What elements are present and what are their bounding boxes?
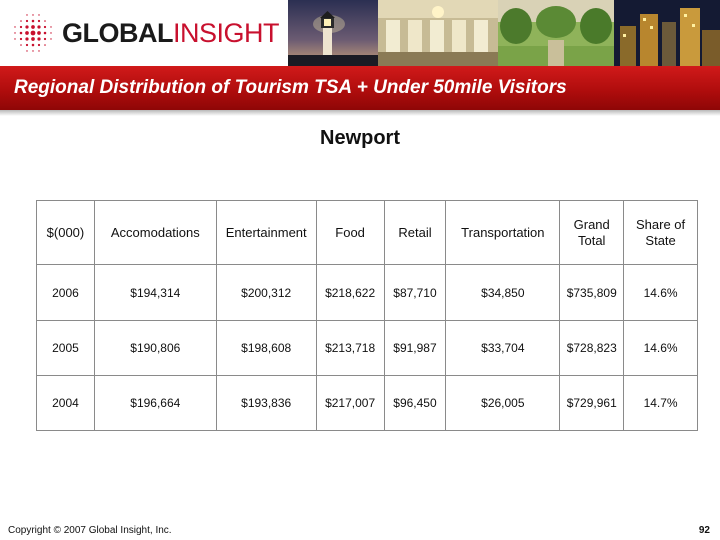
title-bar bbox=[0, 66, 720, 110]
table-row bbox=[37, 376, 698, 431]
table-cell: $213,718 bbox=[316, 321, 384, 376]
table-cell: $194,314 bbox=[94, 265, 216, 321]
lighthouse-photo bbox=[288, 0, 378, 66]
table-cell: $91,987 bbox=[384, 321, 446, 376]
region-subtitle: Newport bbox=[320, 127, 400, 149]
city-night-photo bbox=[614, 0, 720, 66]
table-cell: 14.6% bbox=[624, 265, 698, 321]
table-cell: $728,823 bbox=[560, 321, 624, 376]
copyright-notice: Copyright © 2007 Global Insight, Inc. bbox=[8, 525, 172, 536]
table-cell: $735,809 bbox=[560, 265, 624, 321]
header-cell: Food bbox=[316, 201, 384, 265]
photo-strip bbox=[288, 0, 720, 66]
header-cell: Entertainment bbox=[216, 201, 316, 265]
table-cell: $34,850 bbox=[446, 265, 560, 321]
table-cell: $200,312 bbox=[216, 265, 316, 321]
logo bbox=[62, 18, 279, 48]
logo-insight: INSIGHT bbox=[173, 18, 280, 48]
ballroom-photo bbox=[378, 0, 498, 66]
table-cell: $96,450 bbox=[384, 376, 446, 431]
table-cell: $87,710 bbox=[384, 265, 446, 321]
table-cell: $729,961 bbox=[560, 376, 624, 431]
table-cell: 2005 bbox=[37, 321, 95, 376]
table-cell: 2004 bbox=[37, 376, 95, 431]
table-cell: 14.6% bbox=[624, 321, 698, 376]
garden-photo bbox=[498, 0, 614, 66]
tourism-table bbox=[36, 200, 698, 431]
table-cell: $218,622 bbox=[316, 265, 384, 321]
header-cell: $(000) bbox=[37, 201, 95, 265]
header-cell: Retail bbox=[384, 201, 446, 265]
table-cell: $196,664 bbox=[94, 376, 216, 431]
table-header-row bbox=[37, 201, 698, 265]
header-cell: Share of State bbox=[624, 201, 698, 265]
table-cell: $26,005 bbox=[446, 376, 560, 431]
table-cell: $33,704 bbox=[446, 321, 560, 376]
slide-title: Regional Distribution of Tourism TSA + Under 50mile Visitors bbox=[14, 77, 567, 98]
table-row bbox=[37, 265, 698, 321]
logo-global: GLOBAL bbox=[62, 18, 173, 48]
globe-dots-icon bbox=[12, 12, 54, 54]
header-cell: Accomodations bbox=[94, 201, 216, 265]
page-number: 92 bbox=[698, 525, 710, 536]
table-cell: $190,806 bbox=[94, 321, 216, 376]
header bbox=[0, 0, 720, 66]
header-cell: Transportation bbox=[446, 201, 560, 265]
table-row bbox=[37, 321, 698, 376]
header-cell: Grand Total bbox=[560, 201, 624, 265]
table-cell: $217,007 bbox=[316, 376, 384, 431]
table-cell: 14.7% bbox=[624, 376, 698, 431]
table-cell: 2006 bbox=[37, 265, 95, 321]
table-cell: $198,608 bbox=[216, 321, 316, 376]
table-cell: $193,836 bbox=[216, 376, 316, 431]
